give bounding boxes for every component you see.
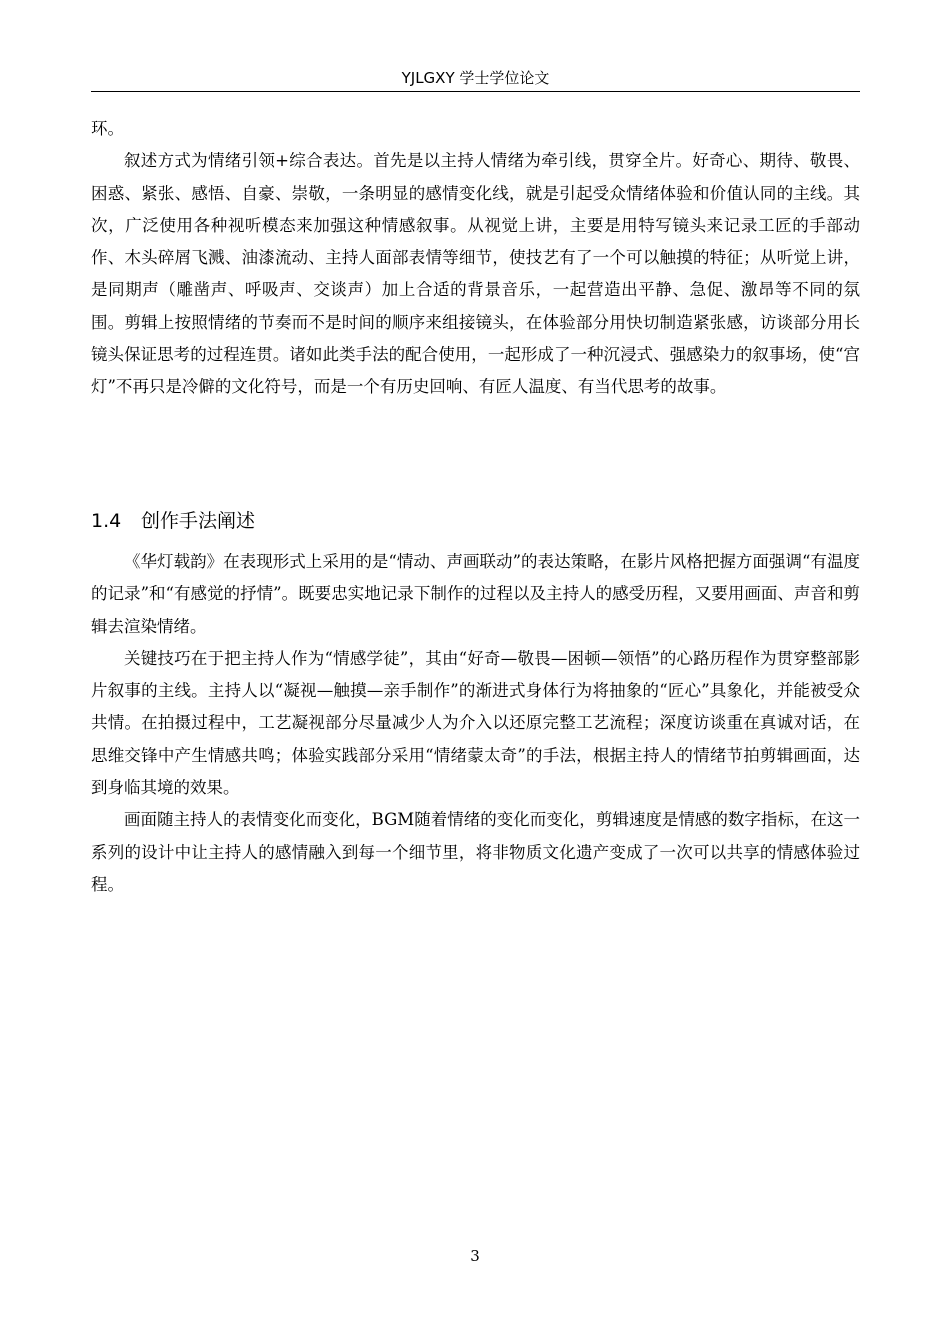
page-number: 3 <box>470 1247 480 1265</box>
section-title: 创作手法阐述 <box>141 510 256 532</box>
text-block-techniques <box>91 546 860 901</box>
paragraph-narrative-method: 叙述方式为情绪引领+综合表达。首先是以主持人情绪为牵引线，贯穿全片。好奇心、期待、敬畏、困惑、紧张、感悟、自豪、崇敬，一条明显的感情变化线，就是引起受众情绪体验和价值认同的主线。其次，广泛使用各种视听模态来加强这种情感叙事。从视觉上讲，主要是用特写镜头来记录工匠的手部动作、木头碎屑飞溅、油漆流动、主持人面部表情等细节，使技艺有了一个可以触摸的特征；从听觉上讲，是同期声（雕凿声、呼吸声、交谈声）加上合适的背景音乐，一起营造出平静、急促、激昂等不同的氛围。剪辑上按照情绪的节奏而不是时间的顺序来组接镜头，在体验部分用快切制造紧张感，访谈部分用长镜头保证思考的过程连贯。诸如此类手法的配合使用，一起形成了一种沉浸式、强感染力的叙事场，使“宫灯”不再只是冷僻的文化符号，而是一个有历史回响、有匠人温度、有当代思考的故事。 <box>91 151 860 397</box>
paragraph-expression-strategy: 《华灯载韵》在表现形式上采用的是“情动、声画联动”的表达策略，在影片风格把握方面强调“有温度的记录”和“有感觉的抒情”。既要忠实地记录下制作的过程以及主持人的感受历程，又要用画面、声音和剪辑去渲染情绪。 <box>91 552 860 636</box>
header-divider <box>91 91 860 92</box>
paragraph-key-technique: 关键技巧在于把主持人作为“情感学徒”，其由“好奇—敬畏—困顿—领悟”的心路历程作为贯穿整部影片叙事的主线。主持人以“凝视—触摸—亲手制作”的渐进式身体行为将抽象的“匠心”具象化，并能被受众共情。在拍摄过程中，工艺凝视部分尽量减少人为介入以还原完整工艺流程；深度访谈重在真诚对话，在思维交锋中产生情感共鸣；体验实践部分采用“情绪蒙太奇”的手法，根据主持人的情绪节拍剪辑画面，达到身临其境的效果。 <box>91 648 860 798</box>
section-number: 1.4 <box>91 510 122 532</box>
text-block-narrative <box>91 113 860 404</box>
paragraph-editing-design: 画面随主持人的表情变化而变化，BGM随着情绪的变化而变化，剪辑速度是情感的数字指标，在这一系列的设计中让主持人的感情融入到每一个细节里，将非物质文化遗产变成了一次可以共享的情感体验过程。 <box>91 810 860 894</box>
paragraph-continuation: 环。 <box>91 119 124 138</box>
section-heading <box>91 504 255 538</box>
page-header: YJLGXY 学士学位论文 <box>401 69 550 87</box>
